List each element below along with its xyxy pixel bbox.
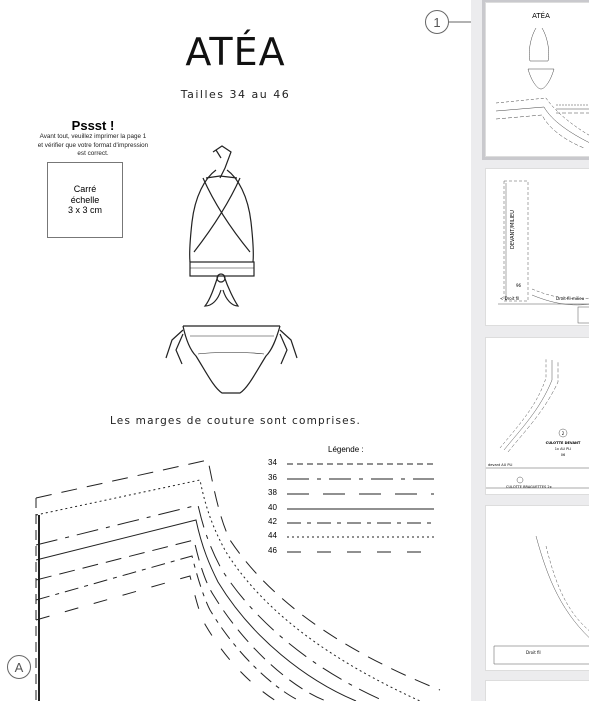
legend-size-label: 34 [268,458,277,467]
thumbnail-page-2[interactable] [485,168,589,326]
scale-line: 3 x 3 cm [67,205,102,216]
legend-size-label: 40 [268,503,277,512]
thumb-label: 06 [560,453,566,457]
pattern-subtitle: Tailles 34 au 46 [180,88,291,101]
legend-size-label: 46 [268,546,277,555]
page-number-text: 1 [433,14,441,30]
thumbnail-preview [486,338,589,496]
thumb-label: < Droit fil [500,296,520,301]
thumbnail-sidebar[interactable] [471,0,589,701]
thumbnail-page-5[interactable] [485,680,589,701]
note-line: Avant tout, veuillez imprimer la page 1 [39,133,147,140]
thumb-label: DEVANT/MILIEU [510,210,516,249]
thumbnail-preview [486,3,589,158]
thumbnail-page-3[interactable] [485,337,589,495]
thumbnail-page-4[interactable] [485,505,589,671]
thumb-label: 2 [561,431,565,436]
legend-size-label: 44 [268,531,277,540]
note-line: est correct. [77,150,109,157]
legend-size-label: 36 [268,473,277,482]
thumbnail-preview [486,169,589,327]
thumbnail-page-1[interactable] [485,2,589,157]
thumb-label: 1x AU PLI [554,447,572,451]
thumb-label: Droit fil [526,650,541,655]
thumb-label: devant AU PLI [488,463,513,467]
legend-size-label: 42 [268,517,277,526]
thumb-label: CULOTTE DEVANT [545,441,581,445]
seam-allowance-note: Les marges de couture sont comprises. [109,415,362,427]
thumb-label: CULOTTE BRAGUETTES 2x [506,485,552,489]
piece-marker [7,655,31,679]
legend-title: Légende : [328,445,364,454]
scale-line: échelle [70,194,100,205]
piece-marker-text: A [14,659,24,675]
note-line: et vérifier que votre format d'impression [37,141,149,149]
scale-line: Carré [73,183,97,194]
legend-size-label: 38 [268,488,277,497]
thumb-title: ATÉA [532,12,550,20]
thumb-label: 96 [516,283,522,288]
thumbnail-preview [486,506,589,672]
thumb-label: Droit fil milieu [556,296,585,301]
pattern-title: ATÉA [185,30,286,74]
note-heading: Pssst ! [71,118,115,133]
